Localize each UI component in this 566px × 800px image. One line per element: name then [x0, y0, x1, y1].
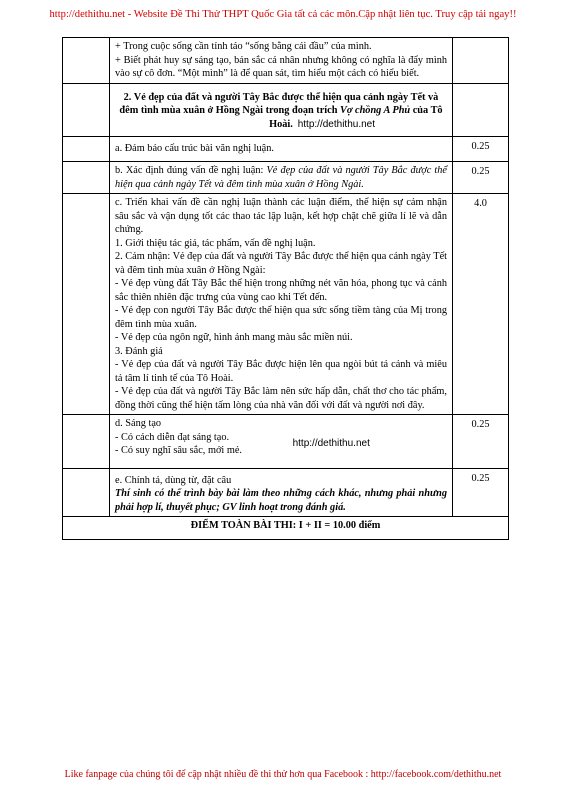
- criterion-a: a. Đảm bảo cấu trúc bài văn nghị luận.: [110, 136, 453, 162]
- criterion-e-title: e. Chính tả, dùng từ, đặt câu: [115, 474, 232, 486]
- score-cell: 0.25: [453, 415, 509, 469]
- footer-banner[interactable]: Like fanpage của chúng tôi để cập nhật nhiều đề thi thử hơn qua Facebook : http://facebook.com/dethithu.net: [64, 769, 502, 780]
- section-title-text: 2. Vẻ đẹp của đất và người Tây Bắc được thể hiện qua cảnh ngày Tết và đêm tình mùa xuân ở Hồng Ngài trong đoạn trích: [119, 91, 439, 116]
- criterion-d-line: - Có cách diễn đạt sáng tạo.: [115, 431, 230, 443]
- criterion-c-line: - Vẻ đẹp của đất và người Tây Bắc làm nên sức hấp dẫn, chất thơ cho tác phẩm, đồng thời cũng thể hiện tấm lòng của nhà văn đối với đất và người nơi đây.: [115, 386, 447, 411]
- criterion-e-note: Thí sinh có thể trình bày bài làm theo những cách khác, nhưng phải nhưng phải hợp lí, thuyết phục; GV linh hoạt trong đánh giá.: [115, 488, 447, 513]
- criterion-c-line: - Vẻ đẹp của ngôn ngữ, hình ảnh mang màu sắc miền núi.: [115, 332, 353, 343]
- criterion-c-line: - Vẻ đẹp của đất và người Tây Bắc được hiện lên qua ngòi bút tả cảnh và miêu tả tâm lí tinh tế của Tô Hoài.: [115, 359, 447, 384]
- criterion-d-title: d. Sáng tạo: [115, 418, 162, 429]
- table-row: [63, 136, 509, 162]
- watermark-link[interactable]: http://dethithu.net: [297, 119, 375, 130]
- watermark-link[interactable]: http://dethithu.net: [292, 438, 370, 449]
- section-title-suffix: của Tô Hoài.: [269, 105, 443, 130]
- section-title: [110, 83, 453, 136]
- criterion-e: [110, 468, 453, 517]
- score-cell: 0.25: [453, 136, 509, 162]
- table-row: [63, 415, 509, 469]
- empty-cell: [63, 415, 110, 469]
- intro-line: + Biết phát huy sự sáng tạo, bản sắc cá nhân nhưng không có nghĩa là đẩy mình vào sự cô đơn. “Một mình” là để quan sát, tìm hiểu một cách có hiểu biết.: [115, 54, 447, 79]
- empty-cell: [63, 162, 110, 194]
- criterion-d: [110, 415, 453, 469]
- total-score: ĐIỂM TOÀN BÀI THI: I + II = 10.00 điểm: [63, 517, 509, 540]
- criterion-c-line: 3. Đánh giá: [115, 345, 163, 357]
- empty-cell: [63, 194, 110, 415]
- empty-cell: [63, 38, 110, 84]
- score-cell: [453, 83, 509, 136]
- score-cell: [453, 38, 509, 84]
- section-title-work: Vợ chồng A Phủ: [340, 105, 411, 116]
- empty-cell: [63, 83, 110, 136]
- table-row: [63, 468, 509, 517]
- criterion-c: [110, 194, 453, 415]
- intro-cell: [110, 38, 453, 84]
- criterion-b: [110, 162, 453, 194]
- score-cell: 0.25: [453, 468, 509, 517]
- criterion-c-line: - Vẻ đẹp con người Tây Bắc được thể hiện qua sức sống tiềm tàng của Mị trong đêm tình mùa xuân.: [115, 305, 447, 330]
- table-row: [63, 517, 509, 540]
- header-banner[interactable]: http://dethithu.net - Website Đề Thi Thử THPT Quốc Gia tất cả các môn.Cập nhật liên tục. Truy cập tải ngay!!: [49, 9, 517, 20]
- score-cell: 4.0: [453, 194, 509, 415]
- intro-line: + Trong cuộc sống cần tỉnh táo “sống bằng cái đầu” của mình.: [115, 41, 372, 52]
- table-row: [63, 38, 509, 84]
- table-row: [63, 194, 509, 415]
- criterion-b-issue: Vẻ đẹp của đất và người Tây Bắc được thể hiện qua cảnh ngày Tết và đêm tình mùa xuân ở Hồng Ngài.: [115, 165, 447, 190]
- criterion-d-line: [115, 438, 447, 458]
- score-cell: 0.25: [453, 162, 509, 194]
- criterion-c-line: 2. Cảm nhận: Vẻ đẹp của đất và người Tây Bắc được thể hiện qua cảnh ngày Tết và đêm tình mùa xuân ở Hồng Ngài:: [115, 251, 448, 276]
- empty-cell: [63, 136, 110, 162]
- grading-table: [62, 37, 509, 540]
- criterion-b-label: b. Xác định đúng vấn đề nghị luận:: [115, 165, 267, 176]
- table-row: [63, 83, 509, 136]
- criterion-c-line: c. Triển khai vấn đề cần nghị luận thành các luận điểm, thể hiện sự cảm nhận sâu sắc và vận dụng tốt các thao tác lập luận, kết hợp chặt chẽ giữa lí lẽ và dẫn chứng.: [115, 197, 447, 235]
- empty-cell: [63, 468, 110, 517]
- criterion-c-line: 1. Giới thiệu tác giả, tác phẩm, vấn đề nghị luận.: [115, 237, 316, 249]
- criterion-d-line-text: - Có suy nghĩ sâu sắc, mới mẻ.: [115, 445, 242, 456]
- criterion-c-line: - Vẻ đẹp vùng đất Tây Bắc thể hiện trong những nét văn hóa, phong tục và cảnh sắc thiên nhiên đặc trưng của vùng cao khi Tết đến.: [115, 278, 447, 303]
- table-row: [63, 162, 509, 194]
